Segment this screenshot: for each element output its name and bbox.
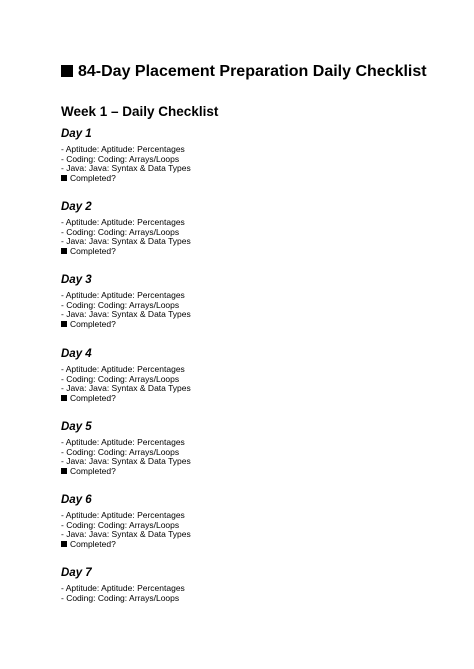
day-section [61,347,421,403]
page-title [61,62,427,82]
checklist-item: - Aptitude: Aptitude: Percentages [61,217,185,227]
week-heading: Week 1 – Daily Checklist [61,104,219,119]
checkbox-square-icon [61,175,67,181]
completed-label: Completed? [70,318,116,329]
day-section [61,127,421,183]
checklist-item: - Java: Java: Syntax & Data Types [61,383,191,394]
checklist-item: - Java: Java: Syntax & Data Types [61,456,191,467]
checkbox-square-icon [61,248,67,254]
checklist-item: - Java: Java: Syntax & Data Types [61,529,191,540]
checklist-item: - Aptitude: Aptitude: Percentages [61,144,185,154]
checklist-item: - Aptitude: Aptitude: Percentages [61,290,185,300]
checklist-item: - Coding: Coding: Arrays/Loops [61,226,180,237]
day-title: Day 1 [61,128,92,140]
completed-checkbox-row [61,174,421,184]
day-title: Day 7 [61,567,92,579]
checkbox-square-icon [61,321,67,327]
day-title: Day 2 [61,201,92,213]
day-section [61,420,421,476]
day-title: Day 5 [61,421,92,433]
day-title: Day 6 [61,494,92,506]
checklist-item: - Coding: Coding: Arrays/Loops [61,153,180,164]
completed-label: Completed? [70,245,116,256]
checklist-item: - Aptitude: Aptitude: Percentages [61,510,185,520]
checklist-item: - Coding: Coding: Arrays/Loops [61,299,180,310]
completed-checkbox-row [61,540,421,550]
completed-checkbox-row [61,247,421,257]
checklist-item: - Java: Java: Syntax & Data Types [61,163,191,174]
day-section [61,273,421,329]
checklist-item: - Coding: Coding: Arrays/Loops [61,373,180,384]
completed-checkbox-row [61,394,421,404]
square-bullet-icon [61,65,73,77]
completed-checkbox-row [61,320,421,330]
checklist-item: - Coding: Coding: Arrays/Loops [61,592,180,603]
day-title: Day 3 [61,274,92,286]
day-section [61,566,421,603]
checkbox-square-icon [61,468,67,474]
checkbox-square-icon [61,395,67,401]
checkbox-square-icon [61,541,67,547]
checklist-item: - Aptitude: Aptitude: Percentages [61,437,185,447]
checklist-item: - Coding: Coding: Arrays/Loops [61,446,180,457]
checklist-item: - Aptitude: Aptitude: Percentages [61,583,185,593]
day-section [61,493,421,549]
checklist-item: - Aptitude: Aptitude: Percentages [61,364,185,374]
completed-checkbox-row [61,467,421,477]
checklist-item: - Coding: Coding: Arrays/Loops [61,519,180,530]
completed-label: Completed? [70,465,116,476]
day-section [61,200,421,256]
completed-label: Completed? [70,392,116,403]
day-title: Day 4 [61,348,92,360]
completed-label: Completed? [70,172,116,183]
checklist-item: - Java: Java: Syntax & Data Types [61,309,191,320]
page-title-text: 84-Day Placement Preparation Daily Checklist [78,63,427,80]
completed-label: Completed? [70,538,116,549]
checklist-item: - Java: Java: Syntax & Data Types [61,236,191,247]
